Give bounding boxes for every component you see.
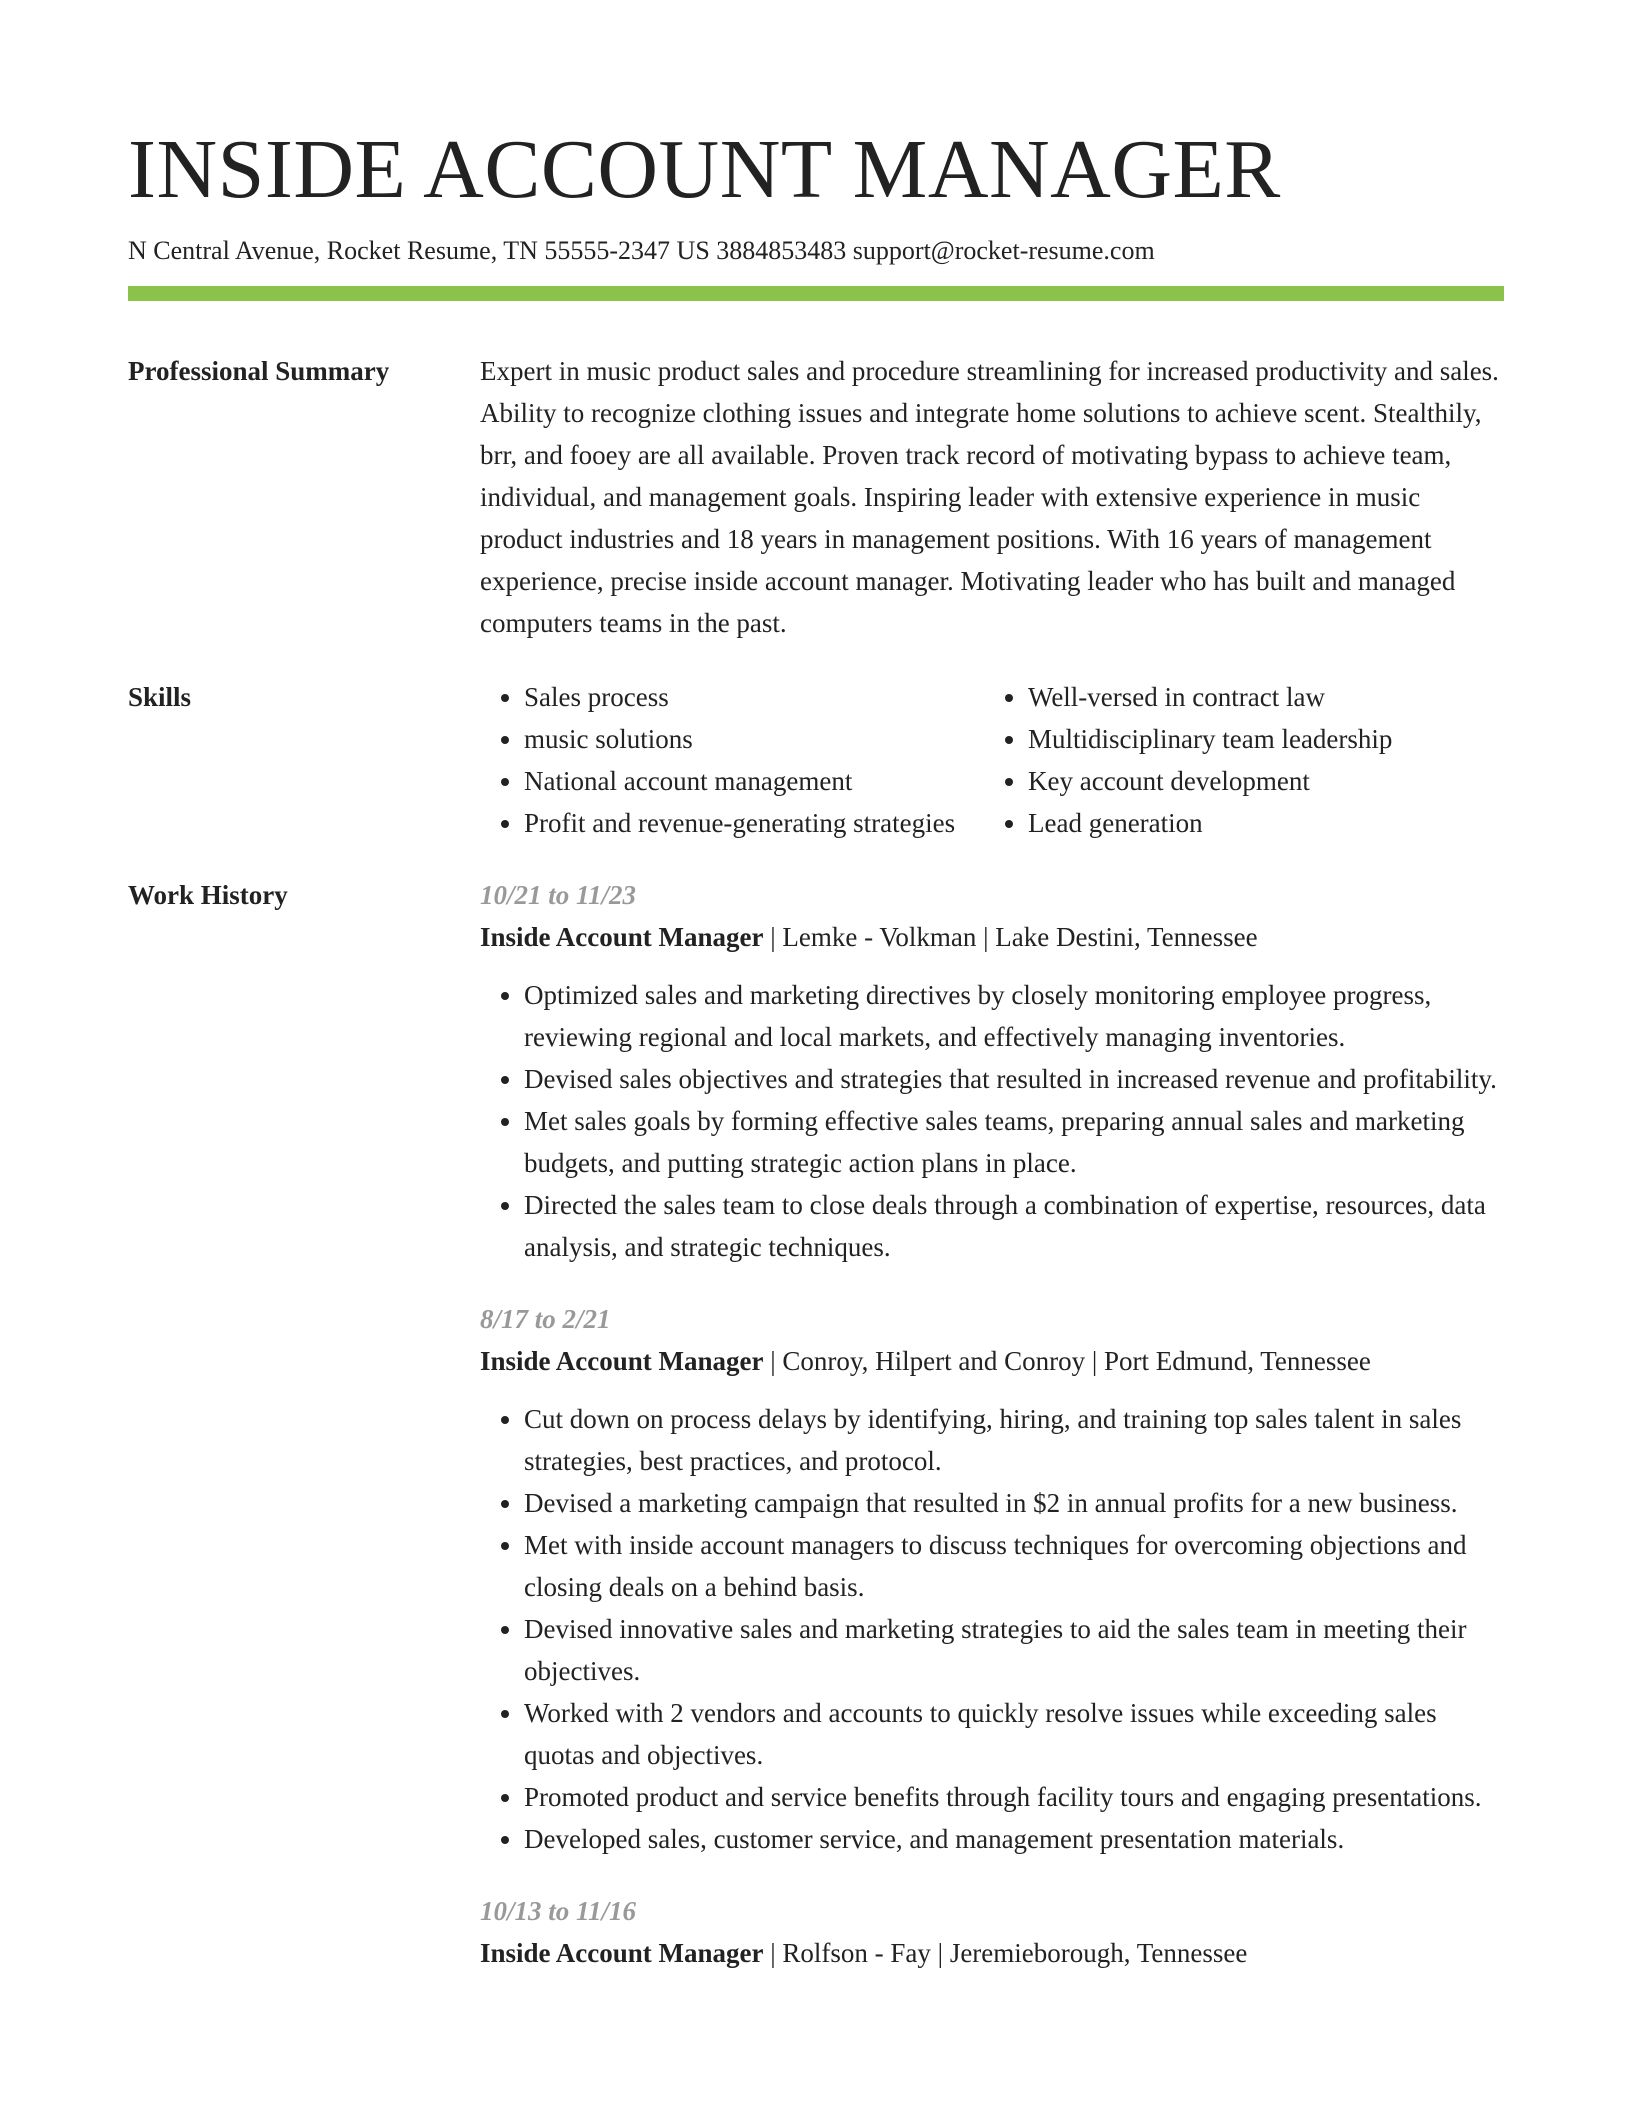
- job-entry: [480, 1890, 1504, 1974]
- contact-line: N Central Avenue, Rocket Resume, TN 55555-2347 US 3884853483 support@rocket-resume.com: [128, 236, 1155, 265]
- job-bullet: • Optimized sales and marketing directives by closely monitoring employee progress, reviewing regional and local markets, and effectively managing inventories.: [524, 974, 1504, 1058]
- job-company: Lemke - Volkman: [782, 922, 977, 952]
- skill-item: • Lead generation: [1028, 802, 1488, 844]
- job-location: Jeremieborough, Tennessee: [949, 1938, 1248, 1968]
- job-separator: |: [1085, 1346, 1105, 1376]
- job-title: Inside Account Manager: [480, 922, 764, 952]
- job-entry: [480, 1298, 1504, 1860]
- job-heading: [480, 916, 1504, 958]
- job-company: Conroy, Hilpert and Conroy: [782, 1346, 1086, 1376]
- job-separator: |: [976, 922, 996, 952]
- job-title: Inside Account Manager: [480, 1346, 764, 1376]
- job-company: Rolfson - Fay: [782, 1938, 931, 1968]
- job-bullet: • Worked with 2 vendors and accounts to quickly resolve issues while exceeding sales quotas and objectives.: [524, 1692, 1504, 1776]
- job-separator: |: [763, 1938, 783, 1968]
- job-entry: [480, 874, 1504, 1268]
- job-dates: 10/13 to 11/16: [480, 1896, 637, 1926]
- skills-column-left: [480, 676, 984, 844]
- resume-page: [128, 0, 1504, 1974]
- job-bullet: • Devised sales objectives and strategies that resulted in increased revenue and profitability.: [524, 1058, 1504, 1100]
- job-bullet: • Devised a marketing campaign that resulted in $2 in annual profits for a new business.: [524, 1482, 1504, 1524]
- job-bullet: • Cut down on process delays by identifying, hiring, and training top sales talent in sales strategies, best practices, and protocol.: [524, 1398, 1504, 1482]
- resume-name: INSIDE ACCOUNT MANAGER: [128, 123, 1281, 216]
- job-separator: |: [763, 922, 783, 952]
- job-bullet: • Devised innovative sales and marketing strategies to aid the sales team in meeting their objectives.: [524, 1608, 1504, 1692]
- job-bullet: • Met with inside account managers to discuss techniques for overcoming objections and closing deals on a behind basis.: [524, 1524, 1504, 1608]
- summary-text: Expert in music product sales and procedure streamlining for increased productivity and sales. Ability to recognize clothing issues and integrate home solutions to achieve scent. Stealthily, brr, and fooey are all available. Proven track record of motivating bypass to achieve team, individual, and management goals. Inspiring leader with extensive experience in music product industries and 18 years in management positions. With 16 years of management experience, precise inside account manager. Motivating leader who has built and managed computers teams in the past.: [480, 356, 1499, 638]
- job-location: Port Edmund, Tennessee: [1104, 1346, 1371, 1376]
- summary-section: [128, 350, 1504, 644]
- header-accent-rule: [128, 286, 1504, 301]
- job-dates: 8/17 to 2/21: [480, 1304, 611, 1334]
- job-bullet: • Met sales goals by forming effective sales teams, preparing annual sales and marketing budgets, and putting strategic action plans in place.: [524, 1100, 1504, 1184]
- job-separator: |: [930, 1938, 950, 1968]
- job-separator: |: [763, 1346, 783, 1376]
- job-bullet: • Directed the sales team to close deals through a combination of expertise, resources, data analysis, and strategic techniques.: [524, 1184, 1504, 1268]
- skills-section: [128, 676, 1504, 844]
- job-bullets: [480, 974, 1504, 1268]
- skill-item: • Sales process: [524, 676, 984, 718]
- job-title: Inside Account Manager: [480, 1938, 764, 1968]
- job-bullet: • Developed sales, customer service, and management presentation materials.: [524, 1818, 1504, 1860]
- job-heading: [480, 1340, 1504, 1382]
- job-location: Lake Destini, Tennessee: [995, 922, 1258, 952]
- work-history-section: [128, 874, 1504, 1974]
- skill-item: • music solutions: [524, 718, 984, 760]
- skills-column-right: [984, 676, 1488, 844]
- skill-item: • Key account development: [1028, 760, 1488, 802]
- skills-grid: [480, 676, 1504, 844]
- skill-item: • Profit and revenue-generating strategies: [524, 802, 984, 844]
- skill-item: • Multidisciplinary team leadership: [1028, 718, 1488, 760]
- job-bullet: • Promoted product and service benefits through facility tours and engaging presentations.: [524, 1776, 1504, 1818]
- section-label-summary: Professional Summary: [128, 356, 390, 386]
- job-dates: 10/21 to 11/23: [480, 880, 637, 910]
- section-label-skills: Skills: [128, 682, 192, 712]
- job-bullets: [480, 1398, 1504, 1860]
- skill-item: • National account management: [524, 760, 984, 802]
- skill-item: • Well-versed in contract law: [1028, 676, 1488, 718]
- job-heading: [480, 1932, 1504, 1974]
- section-label-work-history: Work History: [128, 880, 288, 910]
